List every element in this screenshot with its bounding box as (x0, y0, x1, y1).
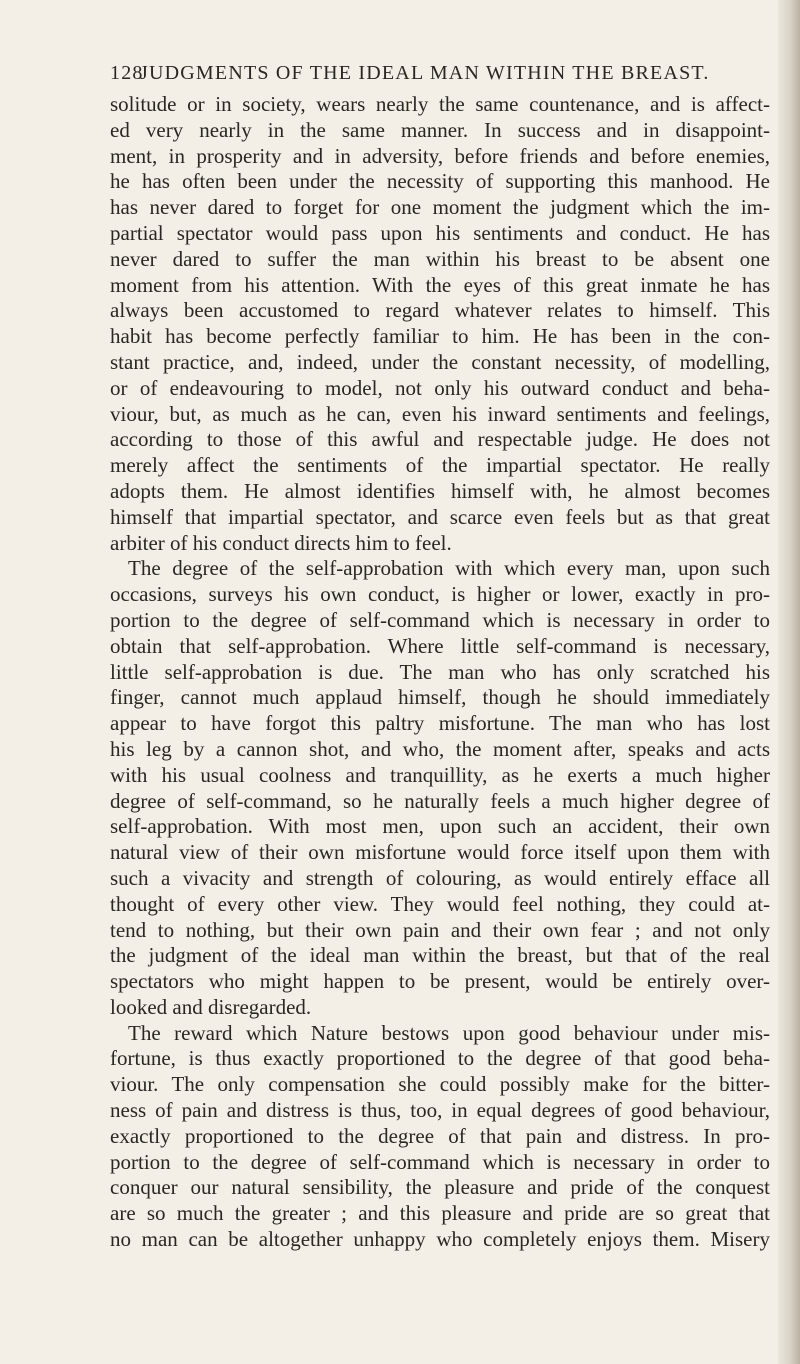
text-line: himself that impartial spectator, and scarce even feels but as that great (110, 504, 770, 529)
text-line: occasions, surveys his own conduct, is higher or lower, exactly in pro- (110, 582, 770, 607)
text-line: always been accustomed to regard whatever relates to himself. This (110, 298, 770, 323)
text-line: habit has become perfectly familiar to him. He has been in the con- (110, 324, 770, 349)
text-line: self-approbation. With most men, upon such an accident, their own (110, 814, 770, 839)
text-line: fortune, is thus exactly proportioned to the degree of that good beha- (110, 1046, 770, 1071)
paragraph-1 (110, 92, 770, 556)
text-line: merely affect the sentiments of the impartial spectator. He really (110, 453, 770, 478)
text-line: portion to the degree of self-command which is necessary in order to (110, 1149, 770, 1174)
text-line: portion to the degree of self-command which is necessary in order to (110, 607, 770, 632)
text-line: looked and disregarded. (110, 994, 312, 1019)
text-line: exactly proportioned to the degree of that pain and distress. In pro- (110, 1123, 770, 1148)
text-line: ness of pain and distress is thus, too, in equal degrees of good behaviour, (110, 1098, 770, 1123)
text-line: with his usual coolness and tranquillity, as he exerts a much higher (110, 762, 770, 787)
text-line: viour. The only compensation she could possibly make for the bitter- (110, 1072, 770, 1097)
text-line: he has often been under the necessity of supporting this manhood. He (110, 169, 770, 194)
text-line: partial spectator would pass upon his sentiments and conduct. He has (110, 220, 770, 245)
text-line: viour, but, as much as he can, even his inward sentiments and feelings, (110, 401, 770, 426)
text-line: never dared to suffer the man within his breast to be absent one (110, 246, 770, 271)
text-line: are so much the greater ; and this pleasure and pride are so great that (110, 1201, 770, 1226)
text-line: natural view of their own misfortune would force itself upon them with (110, 840, 770, 865)
text-line: spectators who might happen to be present, would be entirely over- (110, 969, 770, 994)
text-line: moment from his attention. With the eyes of this great inmate he has (110, 272, 770, 297)
running-head: JUDGMENTS OF THE IDEAL MAN WITHIN THE BREAST. (140, 62, 710, 84)
text-line: solitude or in society, wears nearly the same countenance, and is affect- (110, 92, 770, 116)
text-line: conquer our natural sensibility, the pleasure and pride of the conquest (110, 1175, 770, 1200)
text-line: has never dared to forget for one moment the judgment which the im- (110, 195, 770, 220)
text-line: according to those of this awful and respectable judge. He does not (110, 427, 770, 452)
page-header (110, 62, 750, 90)
text-line: tend to nothing, but their own pain and their own fear ; and not only (110, 917, 770, 942)
page-number: 128 (110, 62, 144, 84)
text-line: obtain that self-approbation. Where little self-command is necessary, (110, 633, 770, 658)
body-text (110, 92, 770, 1253)
text-line: degree of self-command, so he naturally feels a much higher degree of (110, 788, 770, 813)
text-line: appear to have forgot this paltry misfortune. The man who has lost (110, 711, 770, 736)
text-line: or of endeavouring to model, not only his outward conduct and beha- (110, 375, 770, 400)
text-line: thought of every other view. They would feel nothing, they could at- (110, 891, 770, 916)
text-line: ment, in prosperity and in adversity, before friends and before enemies, (110, 143, 770, 168)
paragraph-3 (110, 1021, 770, 1253)
text-line: the judgment of the ideal man within the breast, but that of the real (110, 943, 770, 968)
text-line: no man can be altogether unhappy who completely enjoys them. Misery (110, 1227, 770, 1252)
text-line: stant practice, and, indeed, under the constant necessity, of modelling, (110, 349, 770, 374)
text-line: little self-approbation is due. The man who has only scratched his (110, 659, 770, 684)
page-edge-shadow (778, 0, 800, 1364)
text-line: The reward which Nature bestows upon good behaviour under mis- (128, 1020, 770, 1045)
text-line: his leg by a cannon shot, and who, the moment after, speaks and acts (110, 736, 770, 761)
text-line: finger, cannot much applaud himself, though he should immediately (110, 685, 770, 710)
paragraph-2 (110, 556, 770, 1020)
text-line: such a vivacity and strength of colouring, as would entirely efface all (110, 865, 770, 890)
text-line: The degree of the self-approbation with which every man, upon such (128, 556, 770, 581)
text-line: arbiter of his conduct directs him to feel. (110, 530, 452, 555)
text-line: adopts them. He almost identifies himself with, he almost becomes (110, 478, 770, 503)
text-line: ed very nearly in the same manner. In success and in disappoint- (110, 117, 770, 142)
